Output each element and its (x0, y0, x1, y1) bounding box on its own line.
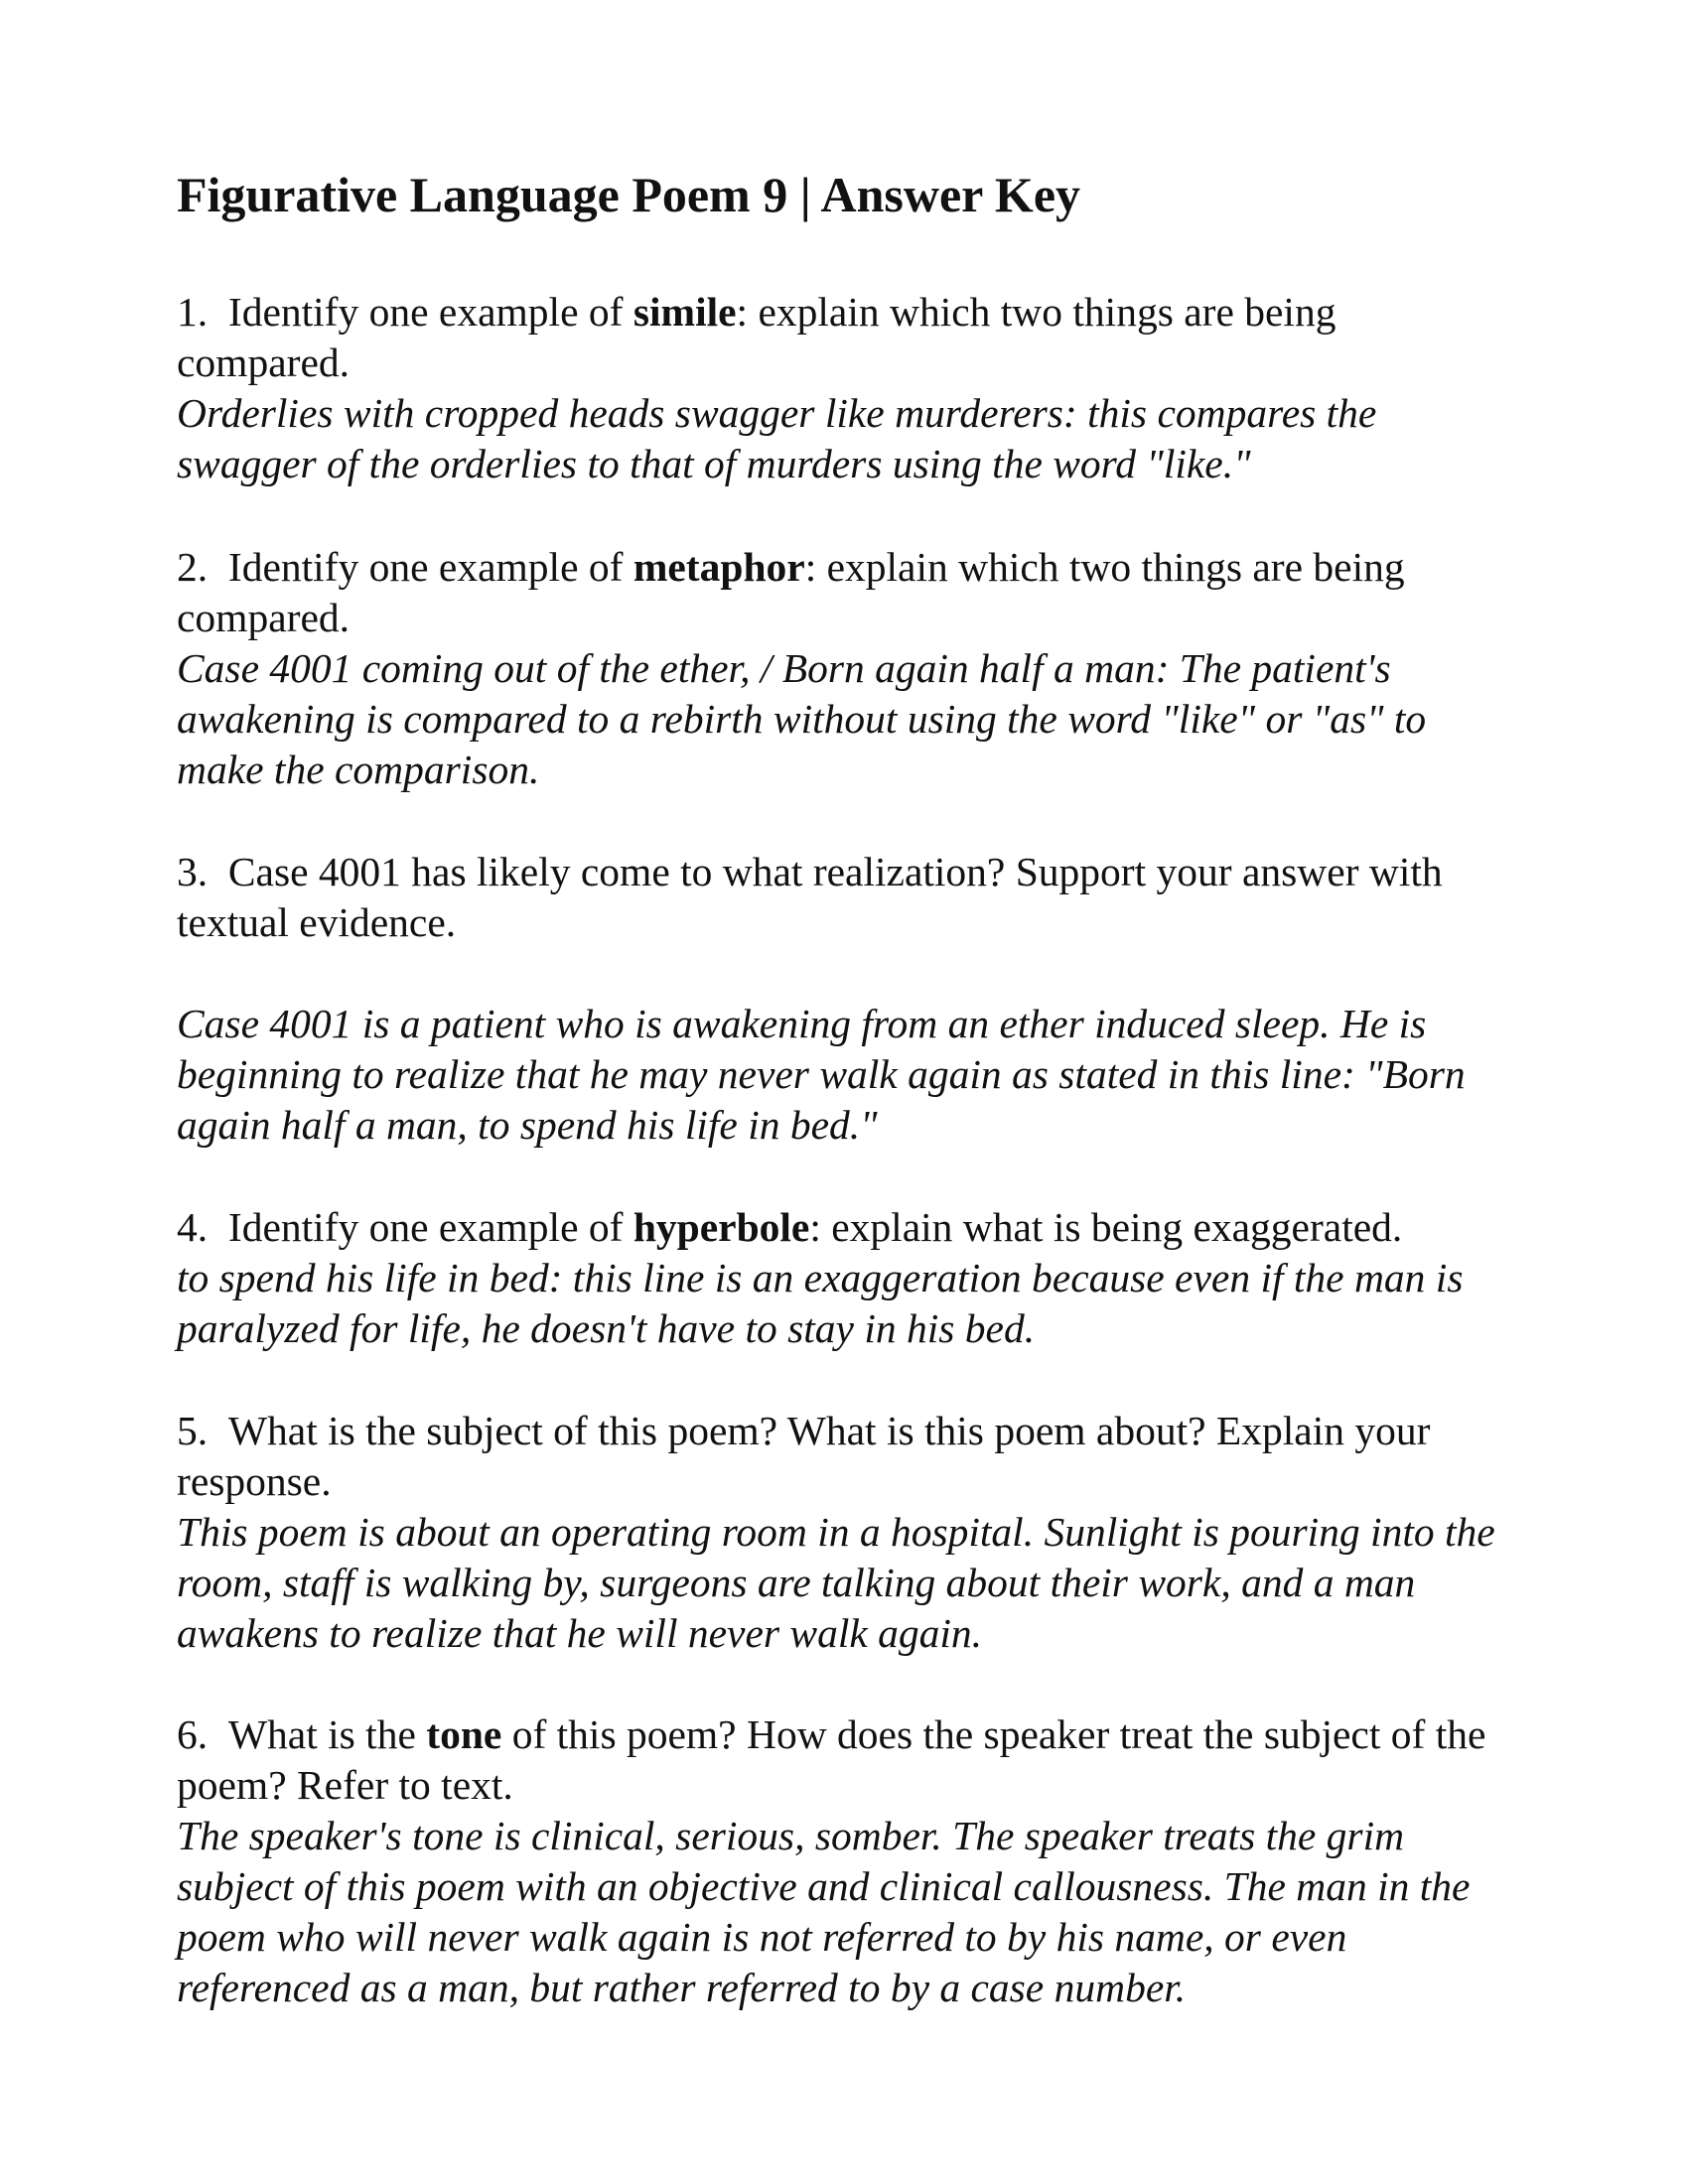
key-term: tone (426, 1711, 502, 1757)
question-5 (177, 1406, 1507, 1659)
question-number: 1. (177, 289, 209, 335)
question-number: 4. (177, 1204, 209, 1250)
prompt-text: : explain which two things are being compared. (177, 289, 1336, 385)
prompt-text: Identify one example of (227, 544, 633, 590)
question-1 (177, 287, 1507, 489)
question-number: 3. (177, 849, 209, 894)
key-term: simile (633, 289, 737, 335)
key-term: hyperbole (633, 1204, 810, 1250)
question-prompt (177, 847, 1507, 948)
prompt-text: What is the subject of this poem? What is this poem about? Explain your response. (177, 1408, 1431, 1504)
answer-text: This poem is about an operating room in a hospital. Sunlight is pouring into the room, staff is walking by, surgeons are talking about their work, and a man awakens to realize that he will never walk again. (177, 1509, 1495, 1656)
prompt-text: : explain which two things are being compared. (177, 544, 1405, 640)
answer-text: The speaker's tone is clinical, serious, somber. The speaker treats the grim subject of this poem with an objective and clinical callousness. The man in the poem who will never walk again is not referred to by his name, or even referenced as a man, but rather referred to by a case number. (177, 1813, 1471, 2010)
question-3 (177, 847, 1507, 1151)
question-number: 5. (177, 1408, 209, 1453)
question-4 (177, 1202, 1507, 1354)
question-prompt (177, 287, 1507, 388)
question-2 (177, 542, 1507, 795)
question-prompt (177, 542, 1507, 643)
prompt-text: What is the (227, 1711, 427, 1757)
question-prompt (177, 1406, 1507, 1507)
prompt-text: Identify one example of (227, 289, 633, 335)
answer-text: Case 4001 coming out of the ether, / Born again half a man: The patient's awakening is compared to a rebirth without using the word "like" or "as" to make the comparison. (177, 645, 1427, 792)
question-6 (177, 1709, 1507, 2013)
question-prompt (177, 1202, 1507, 1253)
prompt-text: Identify one example of (227, 1204, 633, 1250)
key-term: metaphor (633, 544, 805, 590)
prompt-text: Case 4001 has likely come to what realization? Support your answer with textual evidence. (177, 849, 1443, 945)
answer-text: to spend his life in bed: this line is an exaggeration because even if the man is paralyzed for life, he doesn't have to stay in his bed. (177, 1255, 1464, 1351)
prompt-text: of this poem? How does the speaker treat the subject of the poem? Refer to text. (177, 1711, 1486, 1808)
answer-text: Case 4001 is a patient who is awakening from an ether induced sleep. He is beginning to realize that he may never walk again as stated in this line: "Born again half a man, to spend his life in bed." (177, 1001, 1466, 1148)
answer-text: Orderlies with cropped heads swagger like murderers: this compares the swagger of the orderlies to that of murders using the word "like." (177, 390, 1377, 486)
question-prompt (177, 1709, 1507, 1811)
prompt-text: : explain what is being exaggerated. (809, 1204, 1403, 1250)
question-number: 6. (177, 1711, 209, 1757)
question-number: 2. (177, 544, 209, 590)
page-title: Figurative Language Poem 9 | Answer Key (177, 167, 1081, 222)
